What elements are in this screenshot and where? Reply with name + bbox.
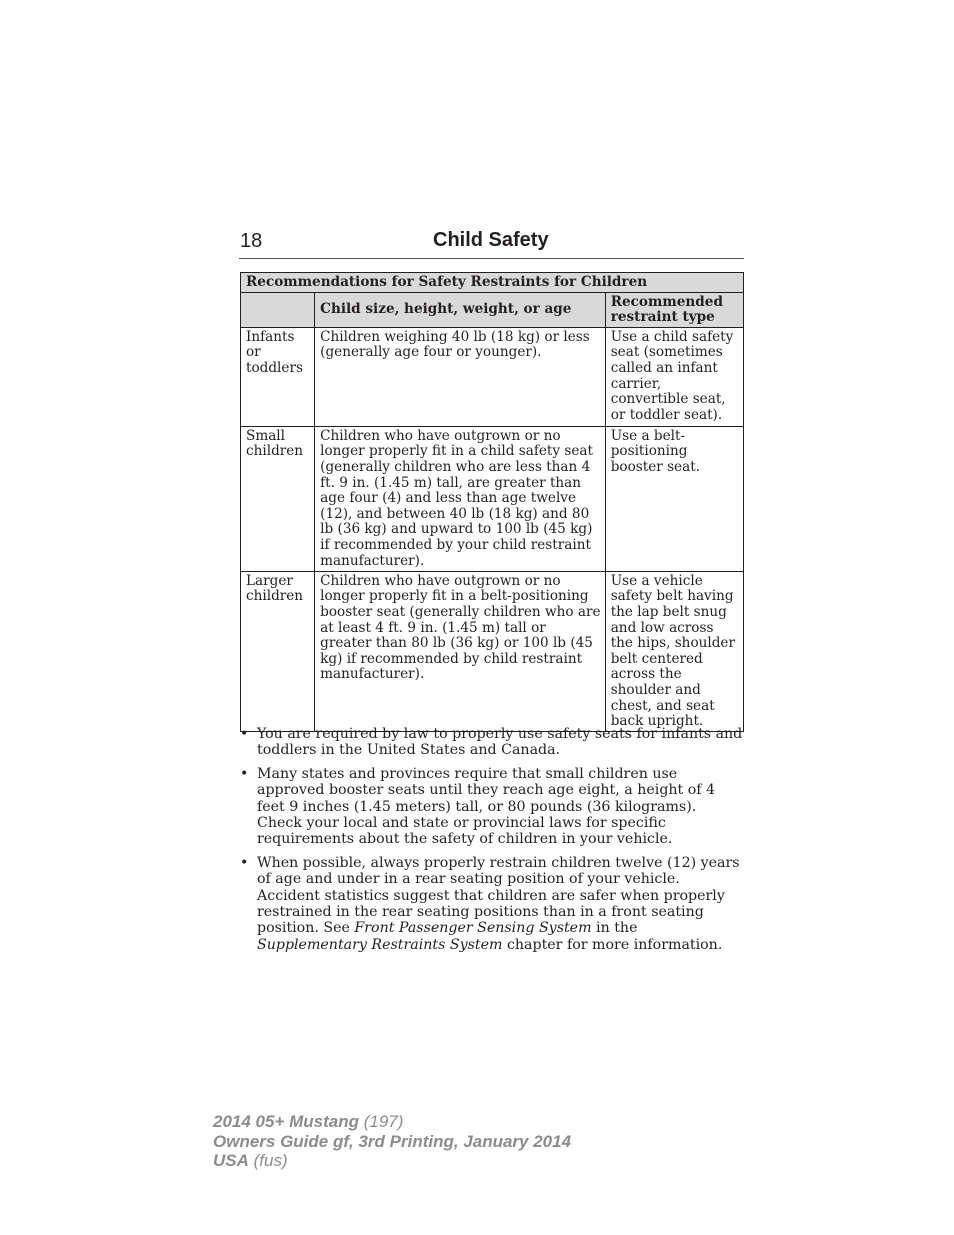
footer-line-guide xyxy=(213,1132,571,1152)
column-header-restraint: Recommended restraint type xyxy=(605,292,743,327)
table-header-row xyxy=(241,292,744,327)
document-footer xyxy=(213,1112,571,1171)
list-item xyxy=(240,766,745,847)
bullet-text: Many states and provinces require that small children use approved booster seats until they reach age eight, a height of 4 feet 9 inches (1.45 meters) tall, or 80 pounds (36 kilograms). Check your local and state or provincial laws for specific requirements about the safety of children in your vehicle. xyxy=(257,766,716,848)
footer-line-model xyxy=(213,1112,571,1132)
footer-market-code: (fus) xyxy=(248,1151,288,1170)
safety-notes-list xyxy=(240,726,745,960)
cross-reference-link: Front Passenger Sensing System xyxy=(354,920,592,937)
cross-reference-link: Supplementary Restraints System xyxy=(257,936,503,953)
page-header xyxy=(239,228,744,259)
footer-model: 2014 05+ Mustang xyxy=(213,1112,359,1131)
table-caption-row xyxy=(241,273,744,293)
page-number: 18 xyxy=(240,230,263,252)
cell-restraint: Use a belt-positioning booster seat. xyxy=(605,426,743,571)
cell-group: Small children xyxy=(241,426,315,571)
footer-line-market xyxy=(213,1151,571,1171)
restraints-table xyxy=(240,272,744,732)
footer-guide: Owners Guide gf, 3rd Printing, January 2014 xyxy=(213,1131,572,1151)
bullet-text: You are required by law to properly use safety seats for infants and toddlers in the United States and Canada. xyxy=(257,726,743,759)
bullet-text-part: When possible, always properly restrain children twelve (12) years of age and under in a rear seating position of your vehicle. Accident statistics suggest that children are safer when properly restrained in the rear seating positions than in a front seating position. See xyxy=(257,855,740,937)
table-row xyxy=(241,571,744,731)
bullet-text xyxy=(257,855,740,952)
cell-group: Larger children xyxy=(241,571,315,731)
bullet-symbol: • xyxy=(240,766,249,783)
cell-group: Infants or toddlers xyxy=(241,327,315,426)
cell-restraint: Use a child safety seat (sometimes called an infant carrier, convertible seat, or toddler seat). xyxy=(605,327,743,426)
list-item xyxy=(240,855,745,953)
section-title: Child Safety xyxy=(433,229,549,251)
table-row xyxy=(241,426,744,571)
bullet-symbol: • xyxy=(240,726,249,742)
footer-model-code: (197) xyxy=(359,1112,404,1131)
bullet-symbol: • xyxy=(240,855,249,872)
table-caption: Recommendations for Safety Restraints for Children xyxy=(241,273,744,293)
bullet-text-part: chapter for more information. xyxy=(502,936,723,953)
bullet-text-part: in the xyxy=(591,920,638,937)
cell-restraint: Use a vehicle safety belt having the lap belt snug and low across the hips, shoulder belt centered across the shoulder and chest, and seat back upright. xyxy=(605,571,743,731)
cell-size: Children who have outgrown or no longer properly fit in a child safety seat (generally children who are less than 4 ft. 9 in. (1.45 m) tall, are greater than age four (4) and less than age twelve (12), and between 40 lb (18 kg) and 80 lb (36 kg) and upward to 100 lb (45 kg) if recommended by your child restraint manufacturer). xyxy=(315,426,606,571)
column-header-size: Child size, height, weight, or age xyxy=(315,292,606,327)
column-header-group xyxy=(241,292,315,327)
table-row xyxy=(241,327,744,426)
footer-market: USA xyxy=(213,1151,249,1170)
cell-size: Children weighing 40 lb (18 kg) or less (generally age four or younger). xyxy=(315,327,606,426)
cell-size: Children who have outgrown or no longer properly fit in a belt-positioning booster seat (generally children who are at least 4 ft. 9 in. (1.45 m) tall or greater than 80 lb (36 kg) or 100 lb (45 kg) if recommended by child restraint manufacturer). xyxy=(315,571,606,731)
list-item xyxy=(240,726,745,759)
